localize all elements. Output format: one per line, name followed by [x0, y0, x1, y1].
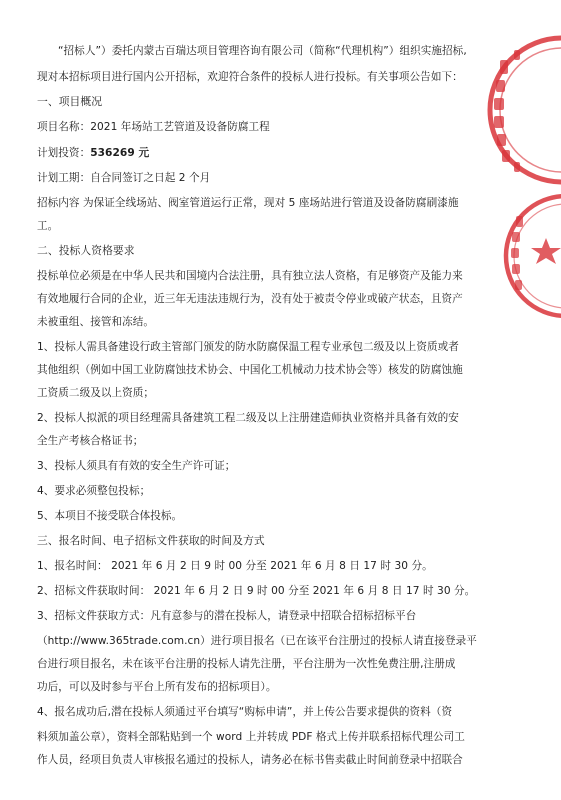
- s3-p2: 2、招标文件获取时间： 2021 年 6 月 2 日 9 时 00 分至 2021 年 6 月 8 日 17 时 30 分。: [37, 585, 476, 597]
- period-label: 计划工期：: [37, 172, 91, 184]
- content-line-2: 工。: [37, 220, 59, 232]
- s2-p6: 5、本项目不接受联合体投标。: [37, 510, 183, 522]
- period-value: 自合同签订之日起 2 个月: [90, 172, 211, 184]
- project-name: 项目名称：2021 年场站工艺管道及设备防腐工程: [37, 121, 270, 133]
- s2-p5: 4、要求必须整包投标；: [37, 485, 151, 497]
- intro-line-1: “招标人”）委托内蒙古百瑞达项目管理咨询有限公司（简称“代理机构”）组织实施招标,: [58, 45, 467, 57]
- s3-p4-line-3: 作人员，经项目负责人审核报名通过的投标人，请务必在标书售卖截止时间前登录中招联合: [37, 754, 463, 766]
- s2-p1-line-1: 投标单位必须是在中华人民共和国境内合法注册，具有独立法人资格，有足够资产及能力来: [37, 270, 463, 282]
- s2-p3-line-2: 全生产考核合格证书；: [37, 435, 144, 447]
- s2-p2-line-2: 其他组织（例如中国工业防腐蚀技术协会、中国化工机械动力技术协会等）核发的防腐蚀施: [37, 364, 463, 376]
- s3-p3-cont-1: （http://www.365trade.com.cn）进行项目报名（已在该平台注册过的投标人请直接登录平: [37, 635, 477, 647]
- s3-p4-line-1: 4、报名成功后,潜在投标人须通过平台填写“购标申请”，并上传公告要求提供的资料（资: [37, 706, 453, 718]
- s2-p4: 3、投标人须具有有效的安全生产许可证；: [37, 460, 236, 472]
- section2-heading: 二、投标人资格要求: [37, 244, 135, 257]
- s2-p1-line-2: 有效地履行合同的企业，近三年无违法违规行为，没有处于被责令停业或破产状态，且资产: [37, 293, 463, 305]
- s2-p1-line-3: 未被重组、接管和冻结。: [37, 316, 155, 328]
- intro-line-2: 现对本招标项目进行国内公开招标，欢迎符合条件的投标人进行投标。有关事项公告如下：: [37, 71, 463, 83]
- s3-p3-cont-2: 台进行项目报名，未在该平台注册的投标人请先注册，平台注册为一次性免费注册,注册成: [37, 658, 456, 670]
- s3-p3-cont-3: 功后，可以及时参与平台上所有发布的招标项目）。: [37, 681, 277, 693]
- budget-value: 536269 元: [90, 147, 150, 159]
- budget-line: [37, 146, 512, 160]
- s3-p1: 1、报名时间： 2021 年 6 月 2 日 9 时 00 分至 2021 年 6 月 8 日 17 时 30 分。: [37, 560, 433, 572]
- content-line-1: 招标内容 为保证全线场站、阀室管道运行正常，现对 5 座场站进行管道及设备防腐刷漆施: [37, 197, 459, 209]
- s2-p3-line-1: 2、投标人拟派的项目经理需具备建筑工程二级及以上注册建造师执业资格并具备有效的安: [37, 412, 459, 424]
- section1-heading: 一、项目概况: [37, 95, 103, 108]
- s3-p3: 3、招标文件获取方式：凡有意参与的潜在投标人，请登录中招联合招标招标平台: [37, 610, 417, 622]
- s2-p2-line-1: 1、投标人需具备建设行政主管部门颁发的防水防腐保温工程专业承包二级及以上资质或者: [37, 341, 459, 353]
- seal-fragment-icon: [488, 190, 561, 325]
- period-line: [37, 171, 512, 185]
- section3-heading: 三、报名时间、电子招标文件获取的时间及方式: [37, 534, 265, 547]
- s2-p2-line-3: 工资质二级及以上资质；: [37, 387, 155, 399]
- budget-label: 计划投资：: [37, 147, 91, 159]
- s3-p4-line-2: 料须加盖公章），资料全部粘贴到一个 word 上并转成 PDF 格式上传并联系招标代理公司工: [37, 731, 465, 743]
- official-seal-icon: [470, 30, 561, 190]
